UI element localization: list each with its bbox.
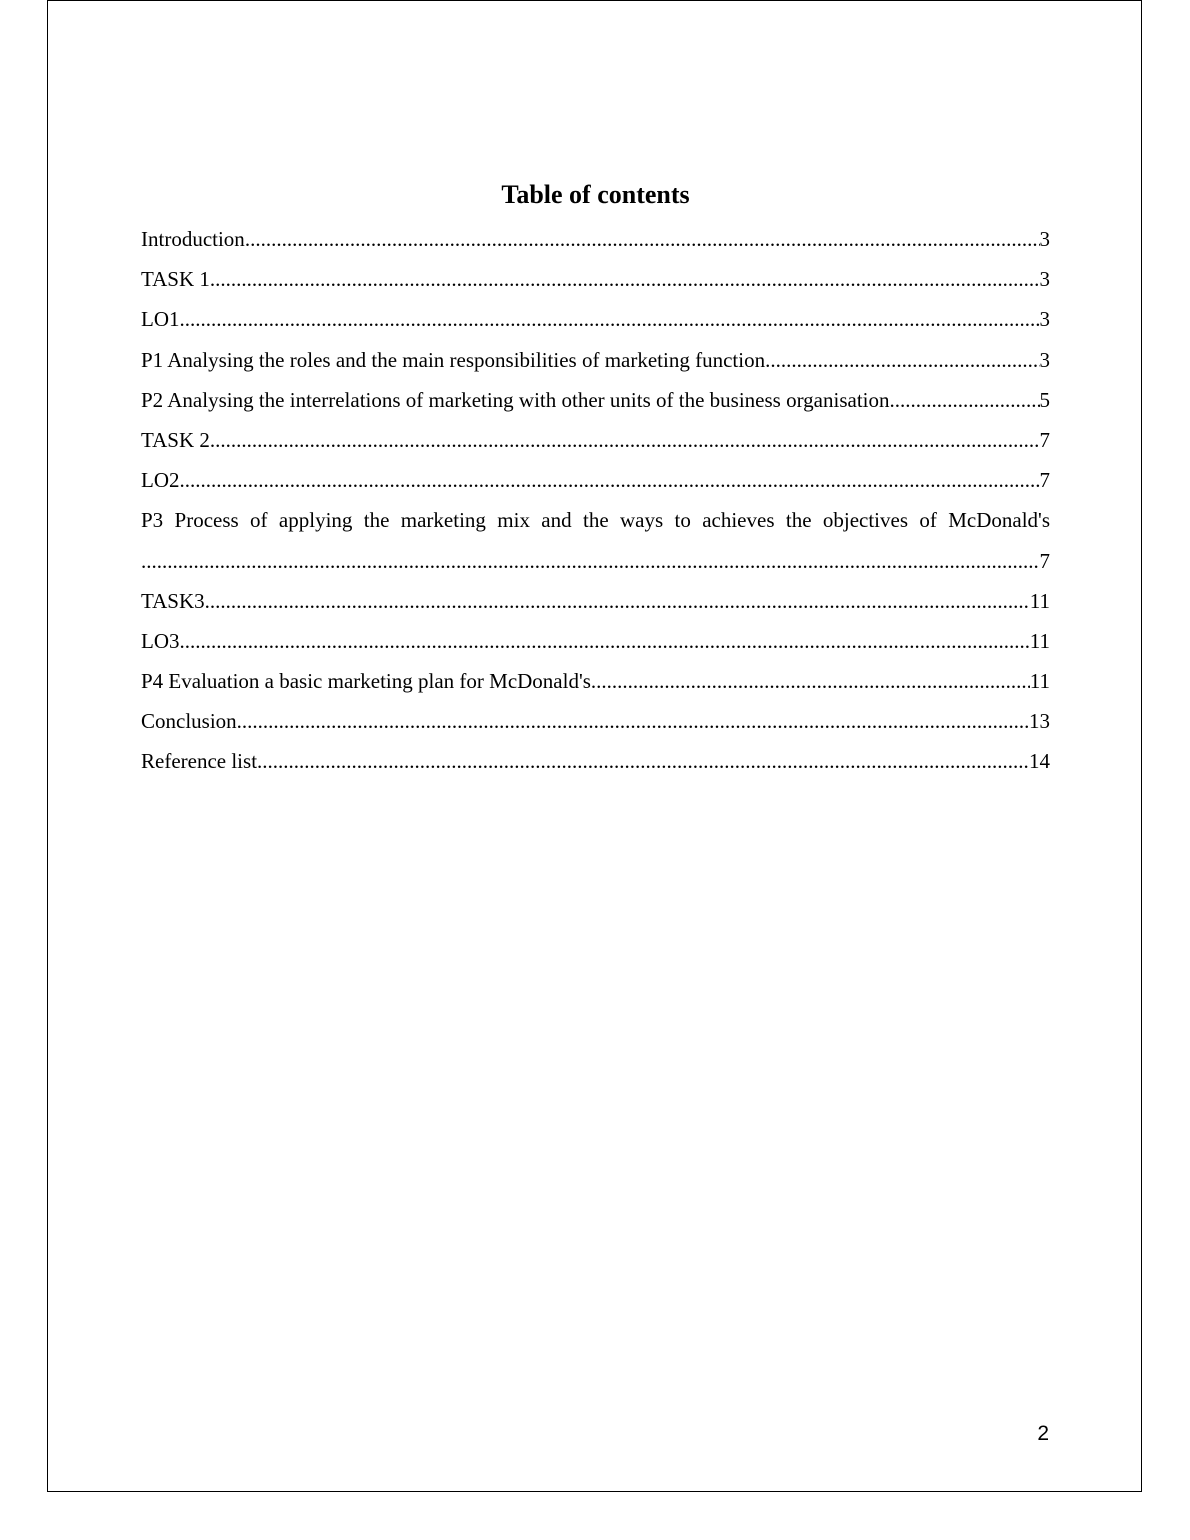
toc-entry[interactable] xyxy=(141,225,1050,265)
toc-leader xyxy=(180,627,1030,655)
toc-entry-label: LO2 xyxy=(141,468,180,493)
toc-entry[interactable] xyxy=(141,305,1050,345)
toc-entry[interactable] xyxy=(141,426,1050,466)
toc-entry-label: TASK3 xyxy=(141,588,205,613)
toc-entry-label: P2 Analysing the interrelations of marketing with other units of the business organisation. xyxy=(141,387,895,412)
toc-entry[interactable] xyxy=(141,346,1050,386)
toc-entry-page: 3 xyxy=(1039,227,1050,251)
toc-entry[interactable] xyxy=(141,707,1050,747)
toc-entry-page: 5 xyxy=(1039,387,1050,412)
toc-entry-page: 7 xyxy=(1039,548,1050,573)
toc-entry-wrapped-leader-line[interactable] xyxy=(141,547,1050,587)
toc-entry-label: Reference list xyxy=(141,749,258,774)
toc-entry[interactable] xyxy=(141,386,1050,426)
toc-entry-page: 3 xyxy=(1039,267,1050,292)
toc-entry-page: 3 xyxy=(1039,347,1050,372)
toc-entry-label: P1 Analysing the roles and the main responsibilities of marketing function xyxy=(141,347,766,372)
toc-entry-wrapped-label-line[interactable] xyxy=(141,506,1050,546)
toc-leader xyxy=(245,225,1040,253)
page-number: 2 xyxy=(1037,1422,1049,1445)
toc-entry-label: LO3 xyxy=(141,628,180,653)
toc-entry-page: 11 xyxy=(1029,628,1050,653)
toc-leader xyxy=(180,305,1040,333)
toc-entry-label: TASK 1 xyxy=(141,267,210,292)
toc-leader xyxy=(765,346,1039,374)
toc-entry-label: LO1 xyxy=(141,307,180,332)
toc-entry[interactable] xyxy=(141,627,1050,667)
toc-leader xyxy=(210,265,1040,293)
toc-entry-page: 14 xyxy=(1029,749,1050,774)
toc-list xyxy=(141,225,1050,788)
toc-entry-label: Conclusion xyxy=(141,709,237,734)
toc-leader xyxy=(591,667,1030,695)
toc-entry-page: 11 xyxy=(1029,669,1050,694)
toc-leader xyxy=(210,426,1040,454)
toc-title: Table of contents xyxy=(501,180,690,209)
toc-entry-page: 11 xyxy=(1029,588,1050,613)
toc-entry[interactable] xyxy=(141,466,1050,506)
toc-entry[interactable] xyxy=(141,747,1050,787)
toc-entry-label: Introduction xyxy=(141,227,245,251)
toc-entry-label: P3 Process of applying the marketing mix and the ways to achieves the objectives of McDonald's xyxy=(141,508,1050,533)
document-page xyxy=(47,0,1142,1492)
toc-entry-label: TASK 2 xyxy=(141,427,210,452)
toc-entry[interactable] xyxy=(141,265,1050,305)
toc-leader xyxy=(205,587,1030,615)
toc-entry-page: 3 xyxy=(1039,307,1050,332)
toc-leader xyxy=(180,466,1040,494)
toc-entry-page: 7 xyxy=(1039,427,1050,452)
toc-entry-page: 13 xyxy=(1029,709,1050,734)
toc-leader xyxy=(257,747,1029,775)
toc-entry[interactable] xyxy=(141,667,1050,707)
toc-entry-page: 7 xyxy=(1039,468,1050,493)
toc-leader xyxy=(895,386,1040,414)
toc-entry[interactable] xyxy=(141,587,1050,627)
toc-leader xyxy=(237,707,1029,735)
toc-leader xyxy=(141,547,1040,575)
toc-entry-label: P4 Evaluation a basic marketing plan for McDonald's xyxy=(141,669,591,694)
